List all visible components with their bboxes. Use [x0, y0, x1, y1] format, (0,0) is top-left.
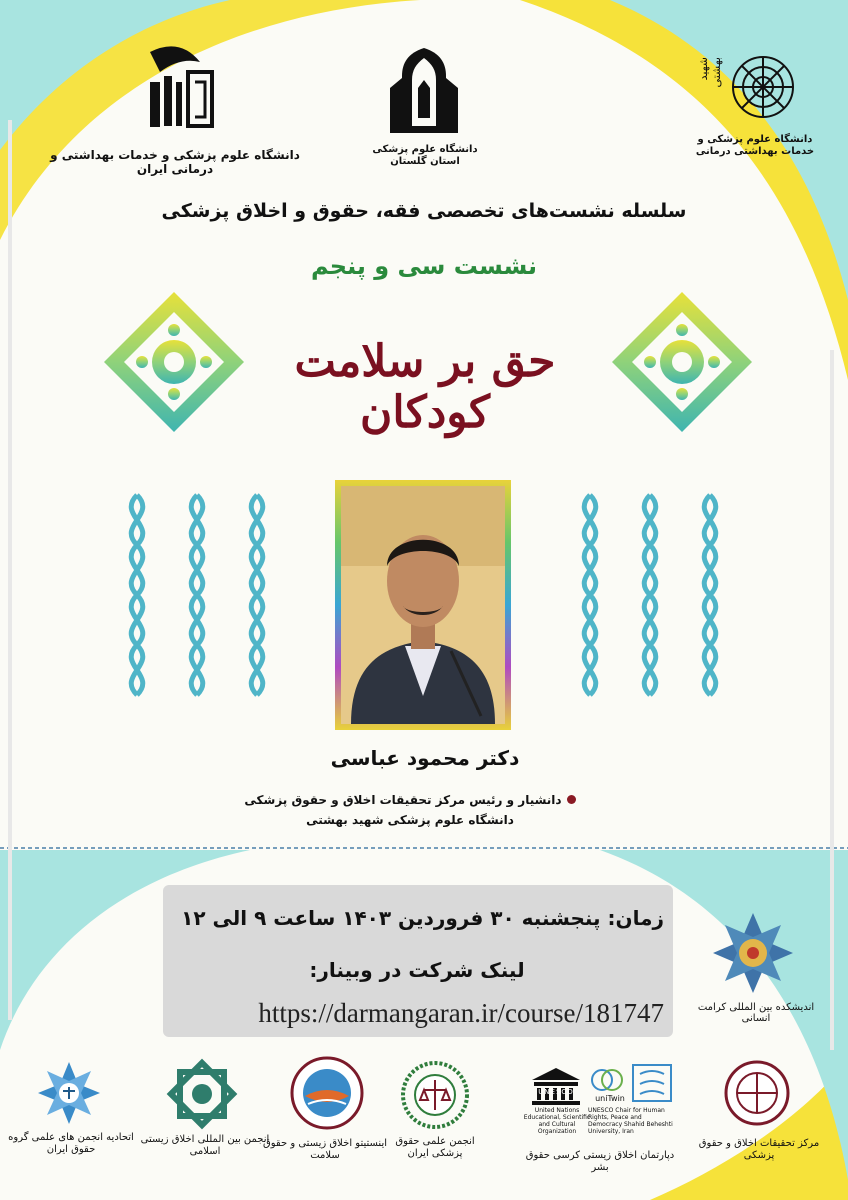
iran-law-associations-union-logo [36, 1060, 102, 1126]
iran-university-logo [140, 42, 220, 132]
speaker-role-line2: دانشگاه علوم پزشکی شهید بهشتی [306, 813, 514, 828]
unitwin-wordmark: uniTwin [595, 1094, 625, 1103]
speaker-name: دکتر محمود عباسی [330, 746, 520, 770]
speaker-role-line1: دانشیار و رئیس مرکز تحقیقات اخلاق و حقوق پزشکی [244, 793, 562, 807]
series-title: سلسله نشست‌های تخصصی فقه، حقوق و اخلاق پزشکی [161, 200, 687, 222]
iran-medical-law-association-caption: انجمن علمی حقوق پزشکی ایران [395, 1136, 475, 1159]
islamic-bioethics-association-caption: انجمن بین المللی اخلاق زیستی اسلامی [140, 1134, 270, 1157]
dignity-think-tank-logo [710, 910, 796, 996]
beheshti-university-logo [728, 52, 798, 122]
speaker-photo-frame [335, 480, 511, 730]
dignity-think-tank-caption: اندیشکده بین المللی کرامت انسانی [697, 1002, 815, 1024]
ornament-columns-right [565, 490, 735, 700]
ornament-right [612, 292, 752, 432]
medical-ethics-center-caption: مرکز تحقیقات اخلاق و حقوق پزشکی [698, 1138, 820, 1161]
medical-ethics-center-logo [724, 1060, 790, 1126]
golestan-university-logo [388, 48, 460, 138]
unesco-logo [530, 1066, 582, 1106]
iran-law-associations-union-caption: اتحادیه انجمن های علمی گروه حقوق ایران [8, 1132, 134, 1155]
bioethics-institute-caption: اینستیتو اخلاق زیستی و حقوق سلامت [263, 1138, 387, 1161]
bioethics-department-caption: دپارتمان اخلاق زیستی کرسی حقوق بشر [525, 1150, 675, 1173]
golestan-university-caption [360, 144, 490, 168]
islamic-bioethics-association-logo [166, 1058, 238, 1130]
ornament-columns-left [112, 490, 282, 700]
speaker-role [240, 790, 580, 831]
link-label: لینک شرکت در وبینار: [309, 958, 525, 982]
speaker-photo [341, 486, 505, 724]
main-title: حق بر سلامت کودکان [294, 336, 556, 438]
iran-university-caption: دانشگاه علوم پزشکی و خدمات بهداشتی و درمانی ایران [50, 148, 300, 177]
beheshti-university-script: شهید بهشتی [697, 57, 723, 88]
bioethics-institute-logo [290, 1056, 364, 1130]
session-number: نشست سی و پنجم [310, 252, 538, 280]
bullet-icon [567, 795, 576, 804]
iran-medical-law-association-logo [400, 1060, 470, 1130]
beheshti-university-caption: دانشگاه علوم پزشکی و خدمات بهداشتی درمانی [695, 134, 815, 157]
golestan-caption-line2: استان گلستان [390, 156, 460, 167]
event-time: زمان: پنجشنبه ۳۰ فروردین ۱۴۰۳ ساعت ۹ الی ۱۲ [181, 906, 664, 930]
ornament-left [104, 292, 244, 432]
golestan-caption-line1: دانشگاه علوم پزشکی [372, 144, 478, 155]
webinar-link[interactable]: https://darmangaran.ir/course/181747 [258, 998, 664, 1028]
unesco-wordmark: UNESCO [538, 1088, 574, 1096]
unesco-caption: United Nations Educational, Scientific and Cultural Organization [523, 1107, 591, 1135]
unesco-chair-caption: UNESCO Chair for Human Rights, Peace and Democracy Shahid Beheshti University, Iran [588, 1107, 673, 1135]
beheshti-chair-logo [632, 1064, 672, 1102]
